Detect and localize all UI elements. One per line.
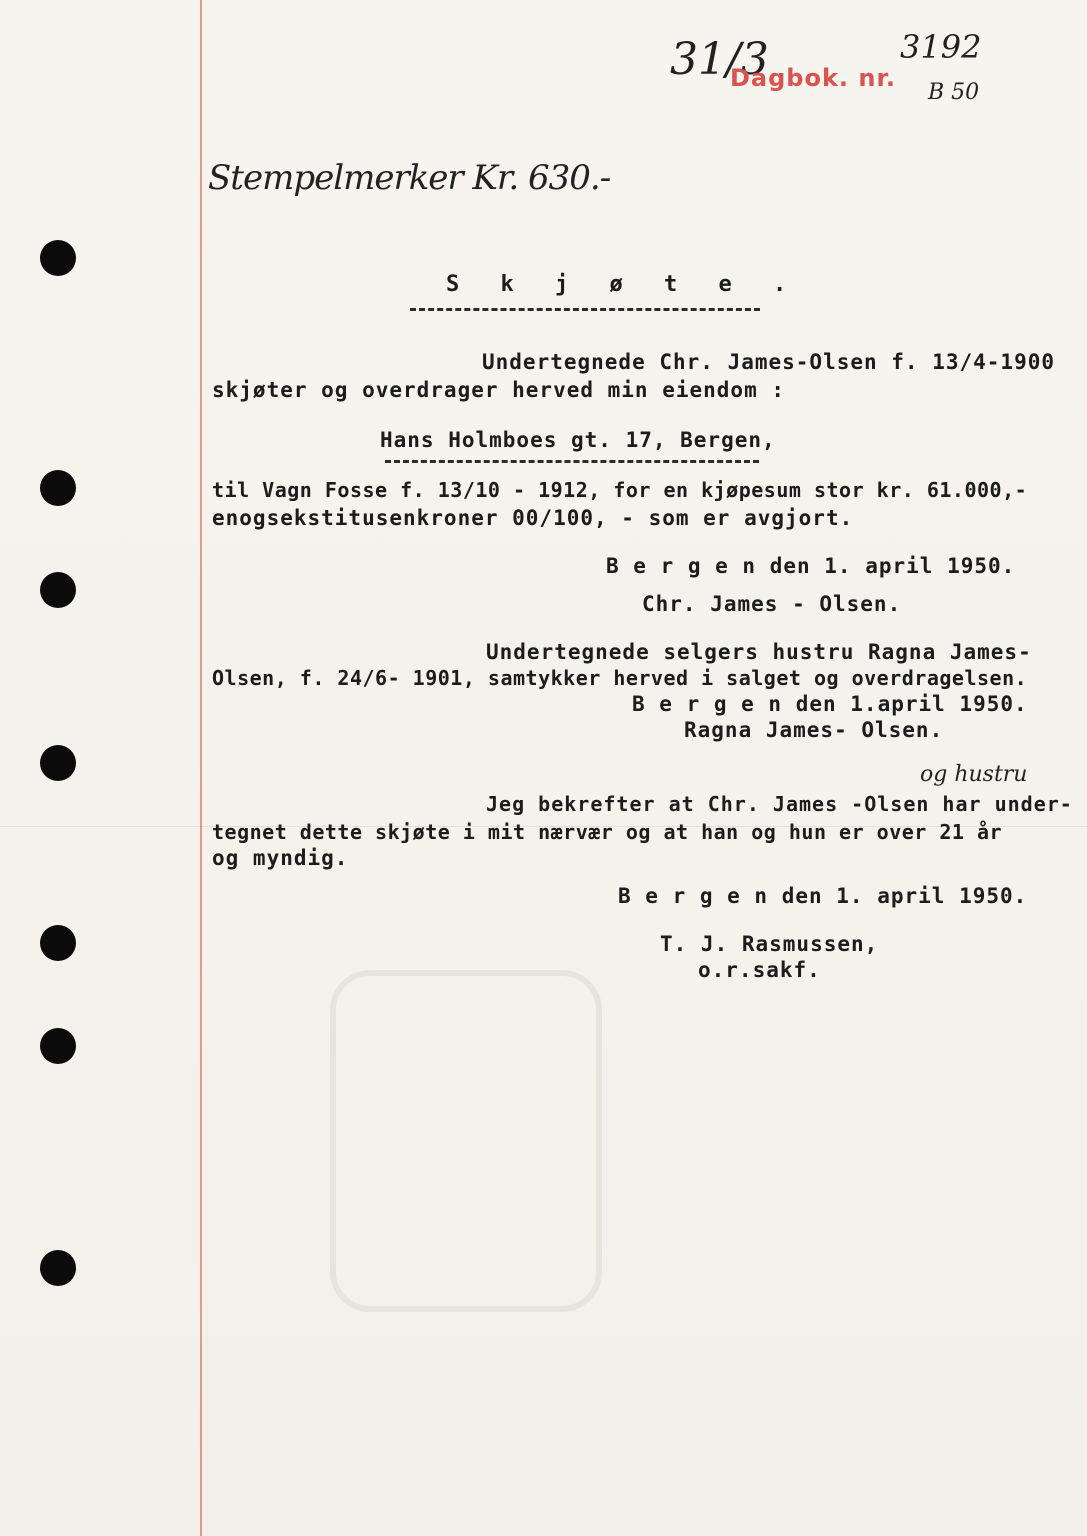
margin-rule xyxy=(200,0,202,1536)
punch-hole xyxy=(40,1028,76,1064)
seller-signature: Chr. James - Olsen. xyxy=(642,592,902,616)
punch-hole xyxy=(40,572,76,608)
text-line: og myndig. xyxy=(212,846,349,870)
spouse-signature: Ragna James- Olsen. xyxy=(684,718,944,742)
handwritten-insertion: og hustru xyxy=(920,762,1028,787)
text-line: Undertegnede selgers hustru Ragna James- xyxy=(486,640,1032,664)
document-title: S k j ø t e . xyxy=(446,272,801,297)
text-line: tegnet dette skjøte i mit nærvær og at han og hun er over 21 år xyxy=(212,820,1003,844)
text-line: Undertegnede Chr. James-Olsen f. 13/4-1900 xyxy=(482,350,1056,374)
punch-hole xyxy=(40,925,76,961)
dagbok-stamp: Dagbok. nr. xyxy=(730,64,897,92)
punch-hole xyxy=(40,1250,76,1286)
place-date-line: B e r g e n den 1. april 1950. xyxy=(618,884,1028,908)
punch-hole xyxy=(40,470,76,506)
text-line: skjøter og overdrager herved min eiendom : xyxy=(212,378,786,402)
text-line: Jeg bekrefter at Chr. James -Olsen har under- xyxy=(486,792,1073,816)
handwritten-date: 31/3 xyxy=(670,34,769,85)
stempelmerker-note: Stempelmerker Kr. 630.- xyxy=(208,158,611,198)
place-date-line: B e r g e n den 1.april 1950. xyxy=(632,692,1028,716)
faint-watermark xyxy=(330,970,602,1312)
title-underline xyxy=(410,308,760,314)
punch-hole xyxy=(40,240,76,276)
address-underline xyxy=(385,460,759,466)
text-line: enogsekstitusenkroner 00/100, - som er avgjort. xyxy=(212,506,854,530)
text-line: til Vagn Fosse f. 13/10 - 1912, for en kjøpesum stor kr. 61.000,- xyxy=(212,478,1028,502)
punch-hole xyxy=(40,745,76,781)
handwritten-year-marker: B 50 xyxy=(928,80,980,105)
witness-signature: T. J. Rasmussen, xyxy=(660,932,879,956)
text-line: Olsen, f. 24/6- 1901, samtykker herved i salget og overdragelsen. xyxy=(212,666,1028,690)
witness-title: o.r.sakf. xyxy=(698,958,821,982)
handwritten-number: 3192 xyxy=(900,28,982,66)
property-address: Hans Holmboes gt. 17, Bergen, xyxy=(380,428,776,452)
place-date-line: B e r g e n den 1. april 1950. xyxy=(606,554,1016,578)
